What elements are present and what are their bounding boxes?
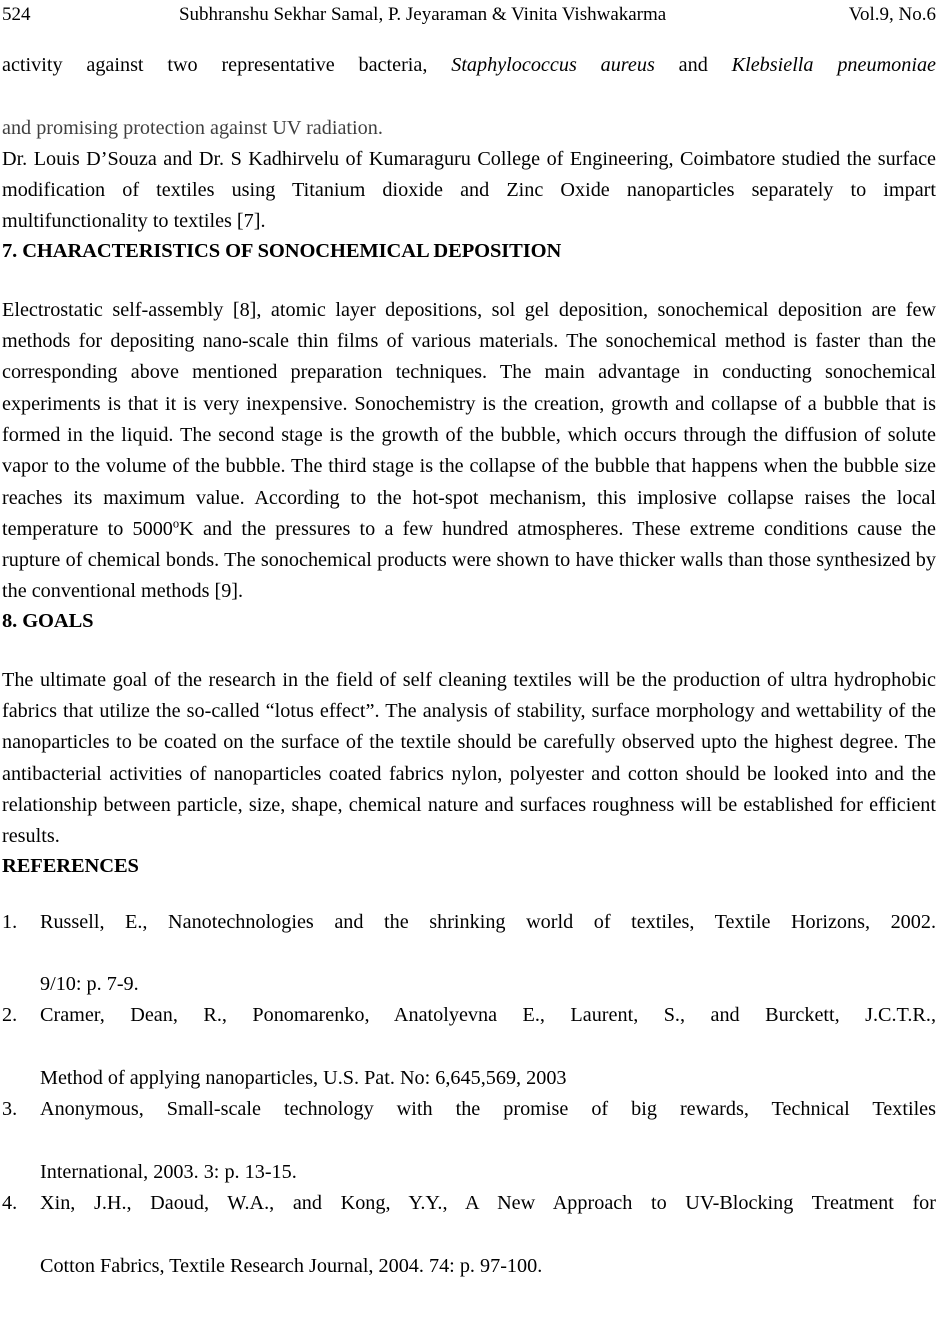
section-heading-8: 8. GOALS [2, 609, 94, 632]
references-heading: REFERENCES [2, 854, 139, 877]
reference-number: 4. [2, 1192, 18, 1215]
reference-text: Xin, J.H., Daoud, W.A., and Kong, Y.Y., A New Approach to UV-Blocking Treatment for [40, 1192, 936, 1215]
reference-number: 3. [2, 1098, 18, 1121]
reference-tail: 9/10: p. 7-9. [40, 973, 139, 996]
reference-tail: Cotton Fabrics, Textile Research Journal, 2004. 74: p. 97-100. [40, 1254, 543, 1277]
reference-text: Cramer, Dean, R., Ponomarenko, Anatolyevna E., Laurent, S., and Burckett, J.C.T.R., [40, 1004, 936, 1027]
section-heading-7: 7. CHARACTERISTICS OF SONOCHEMICAL DEPOSITION [2, 239, 562, 262]
running-head-authors: Subhranshu Sekhar Samal, P. Jeyaraman & Vinita Vishwakarma [178, 4, 667, 25]
reference-number: 1. [2, 910, 18, 933]
section-7-body-part-b: K and the pressures to a few hundred atmospheres. These extreme conditions cause the rupture of chemical bonds. The sonochemical products were shown to have thicker walls than those synthesized by the conventional methods [9]. [2, 517, 936, 603]
intro-paragraph-1-tail: and promising protection against UV radiation. [2, 116, 383, 139]
species-staph: Staphylococcus aureus [451, 54, 655, 76]
section-7-body [2, 295, 936, 608]
section-8-body: The ultimate goal of the research in the field of self cleaning textiles will be the production of ultra hydrophobic fabrics that utilize the so-called “lotus effect”. The analysis of stability, surface morphology and wettability of the nanoparticles to be coated on the surface of the textile should be carefully observed upto the highest degree. The antibacterial activities of nanoparticles coated fabrics nylon, polyester and cotton should be looked into and the relationship between particle, size, shape, chemical nature and surfaces roughness will be established for efficient results. [2, 668, 936, 848]
reference-tail: International, 2003. 3: p. 13-15. [40, 1160, 297, 1183]
reference-number: 2. [2, 1004, 18, 1027]
list-item [2, 1188, 936, 1282]
intro-text-a: activity against two representative bacteria, [2, 54, 452, 76]
section-7-body-part-a: Electrostatic self-assembly [8], atomic layer depositions, sol gel deposition, sonochemical deposition are few methods for depositing nano-scale thin films of various materials. The sonochemical method is faster than the corresponding above mentioned preparation techniques. The main advantage in conducting sonochemical experiments is that it is very inexpensive. Sonochemistry is the creation, growth and collapse of a bubble that is formed in the liquid. The second stage is the growth of the bubble, which occurs through the diffusion of solute vapor to the volume of the bubble. The third stage is the collapse of the bubble that happens when the bubble size reaches its maximum value. According to the hot-spot mechanism, this implosive collapse raises the local temperature to 5000 [2, 298, 936, 540]
running-head [2, 0, 936, 28]
page-number: 524 [2, 4, 31, 25]
list-item [2, 1094, 936, 1188]
intro-paragraph-2: Dr. Louis D’Souza and Dr. S Kadhirvelu of Kumaraguru College of Engineering, Coimbatore studied the surface modification of textiles using Titanium dioxide and Zinc Oxide nanoparticles separately to impart multifunctionality to textiles [7]. [2, 147, 936, 233]
intro-paragraph-1 [2, 50, 936, 113]
degree-superscript: o [172, 516, 180, 531]
list-item [2, 907, 936, 1001]
references-list [2, 907, 936, 1283]
reference-text: Russell, E., Nanotechnologies and the shrinking world of textiles, Textile Horizons, 2002. [40, 910, 936, 933]
reference-text: Anonymous, Small-scale technology with the promise of big rewards, Technical Textiles [40, 1098, 936, 1121]
running-head-issue: Vol.9, No.6 [848, 4, 936, 25]
reference-tail: Method of applying nanoparticles, U.S. Pat. No: 6,645,569, 2003 [40, 1067, 567, 1090]
intro-text-b: and [654, 54, 732, 76]
intro-block [2, 50, 936, 238]
list-item [2, 1000, 936, 1094]
species-klebsiella: Klebsiella pneumoniae [731, 54, 936, 76]
